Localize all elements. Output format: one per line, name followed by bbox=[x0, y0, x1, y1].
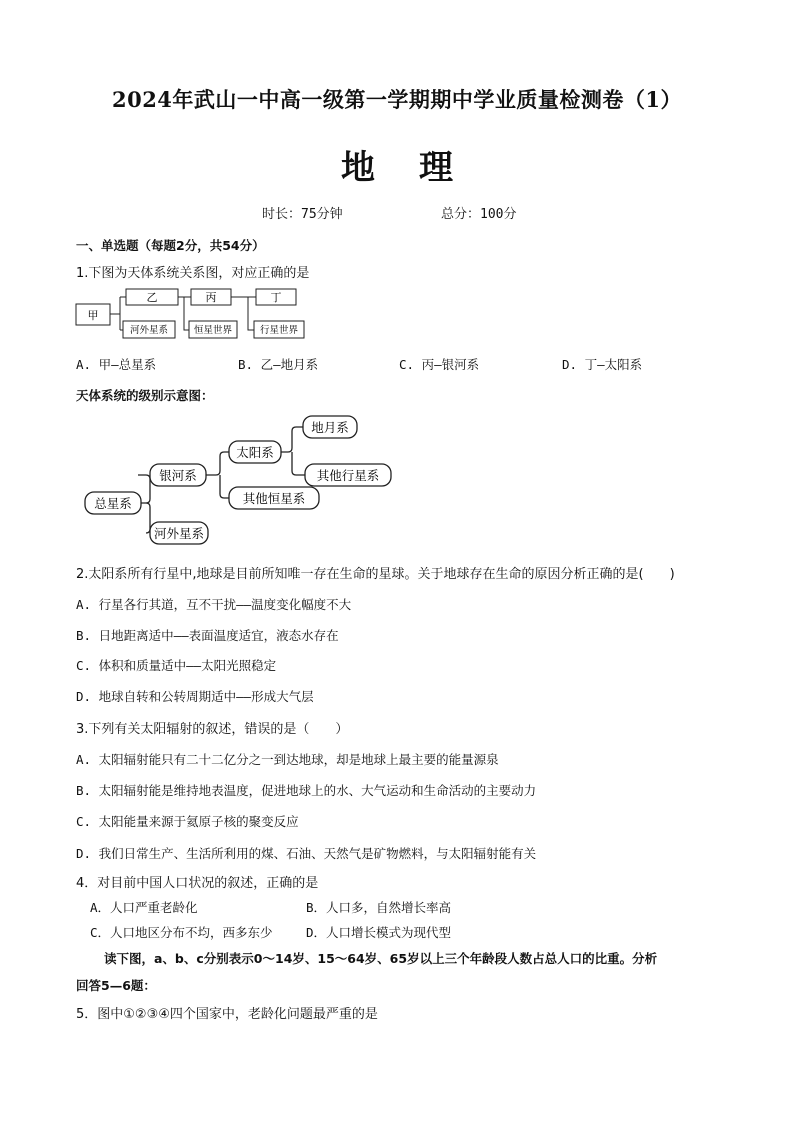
q1-node-jia: 甲 bbox=[87, 309, 99, 322]
q1-node-xingxing: 行星世界 bbox=[259, 325, 299, 336]
q1-node-yi: 乙 bbox=[146, 291, 158, 304]
q1-node-bing: 丙 bbox=[205, 291, 217, 304]
section-heading: 一、单选题（每题2分，共54分） bbox=[76, 238, 265, 253]
q1-stem: 1.下图为天体系统关系图，对应正确的是 bbox=[76, 266, 310, 281]
q3-option-c[interactable]: C. 太阳能量来源于氦原子核的聚变反应 bbox=[76, 814, 299, 829]
q2-option-b[interactable]: B. 日地距离适中——表面温度适宜，液态水存在 bbox=[76, 628, 339, 643]
hierarchy-galaxy: 银河系 bbox=[159, 468, 197, 483]
q4-option-c[interactable]: C．人口地区分布不均，西多东少 bbox=[90, 925, 273, 940]
hierarchy-extra-galaxy: 河外星系 bbox=[153, 526, 205, 541]
q2-option-c[interactable]: C. 体积和质量适中——太阳光照稳定 bbox=[76, 658, 277, 673]
intro-line-2: 回答5—6题： bbox=[76, 978, 156, 993]
hierarchy-total: 总星系 bbox=[94, 496, 132, 511]
hierarchy-other-planets: 其他行星系 bbox=[316, 468, 380, 483]
q2-stem: 2.太阳系所有行星中,地球是目前所知唯一存在生命的星球。关于地球存在生命的原因分析正确的是( ) bbox=[76, 567, 675, 582]
q1-option-c[interactable]: C. 丙—银河系 bbox=[399, 357, 480, 372]
q4-stem: 4．对目前中国人口状况的叙述，正确的是 bbox=[76, 876, 319, 891]
q4-option-d[interactable]: D．人口增长模式为现代型 bbox=[306, 925, 452, 940]
hierarchy-solar: 太阳系 bbox=[236, 445, 274, 460]
q2-option-d[interactable]: D. 地球自转和公转周期适中——形成大气层 bbox=[76, 689, 314, 704]
hierarchy-caption: 天体系统的级别示意图： bbox=[76, 388, 214, 403]
q4-option-b[interactable]: B．人口多，自然增长率高 bbox=[306, 900, 452, 915]
total-score: 总分：100分 bbox=[441, 207, 517, 222]
q2-option-a[interactable]: A. 行星各行其道，互不干扰——温度变化幅度不大 bbox=[76, 597, 352, 612]
intro-line-1: 读下图，a、b、c分别表示0～14岁、15～64岁、65岁以上三个年龄段人数占总人口的比重。分析 bbox=[104, 951, 658, 966]
q3-stem: 3.下列有关太阳辐射的叙述，错误的是（ ） bbox=[76, 722, 349, 737]
exam-title: 2024年武山一中高一级第一学期期中学业质量检测卷（1） bbox=[111, 87, 683, 112]
subject-title: 地理 bbox=[341, 148, 497, 188]
q1-option-d[interactable]: D. 丁—太阳系 bbox=[562, 357, 643, 372]
q1-diagram bbox=[70, 284, 320, 344]
q1-node-hengxing: 恒星世界 bbox=[193, 325, 233, 336]
duration: 时长：75分钟 bbox=[262, 207, 343, 222]
hierarchy-earth-moon: 地月系 bbox=[311, 420, 349, 435]
hierarchy-diagram bbox=[80, 408, 400, 548]
q1-option-b[interactable]: B. 乙—地月系 bbox=[238, 357, 319, 372]
q4-option-a[interactable]: A．人口严重老龄化 bbox=[90, 900, 198, 915]
q1-node-hewai: 河外星系 bbox=[129, 325, 169, 336]
hierarchy-other-stars: 其他恒星系 bbox=[242, 491, 306, 506]
q5-stem: 5．图中①②③④四个国家中，老龄化问题最严重的是 bbox=[76, 1007, 378, 1022]
q3-option-a[interactable]: A. 太阳辐射能只有二十二亿分之一到达地球，却是地球上最主要的能量源泉 bbox=[76, 752, 499, 767]
q3-option-d[interactable]: D. 我们日常生产、生活所利用的煤、石油、天然气是矿物燃料，与太阳辐射能有关 bbox=[76, 846, 537, 861]
q3-option-b[interactable]: B. 太阳辐射能是维持地表温度，促进地球上的水、大气运动和生命活动的主要动力 bbox=[76, 783, 537, 798]
q1-node-ding: 丁 bbox=[270, 291, 282, 304]
q1-option-a[interactable]: A. 甲—总星系 bbox=[76, 357, 157, 372]
